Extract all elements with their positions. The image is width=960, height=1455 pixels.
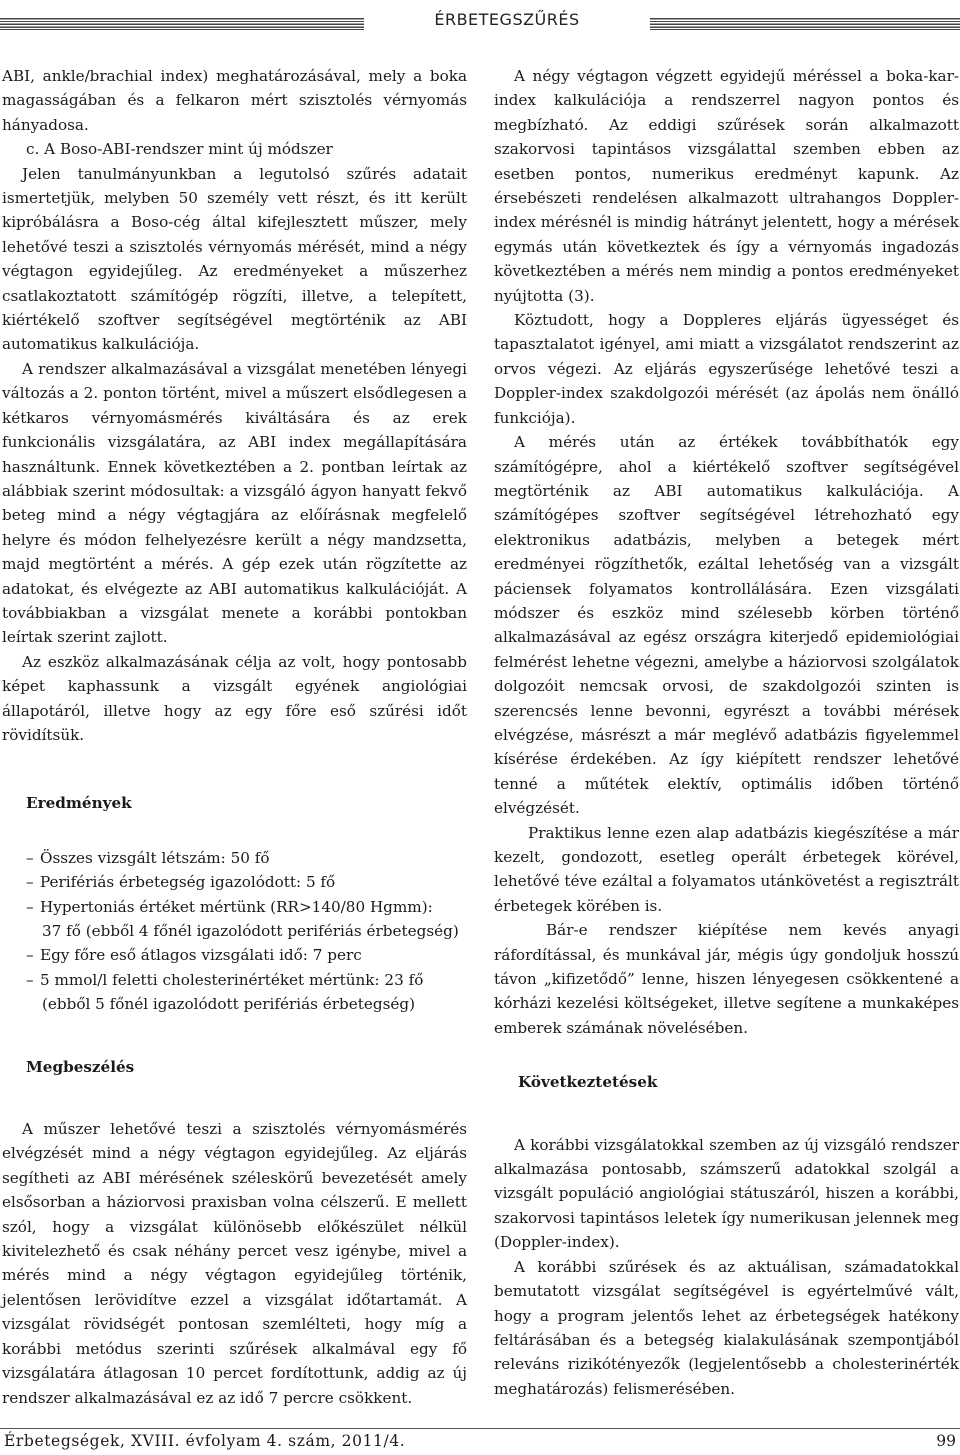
body-paragraph: A négy végtagon végzett egyidejű méréssel a boka-kar-index kalkulációja a rendszerrel nagyon pontos és megbízható. Az eddigi szűrések során alkalmazott szakorvosi tapintásos vizsgálattal szemben ebben az esetben pontos, numerikus eredményt kapunk. Az érsebészeti rendelésen alkalmazott ultrahangos Doppler-index mérésnél is mindig hátrányt jelentett, hogy a mérések egymás után következtek és így a vérnyomás ingadozás következtében a mérés nem mindig a pontos eredményeket nyújtotta (3). — [494, 67, 959, 305]
page-number: 99 — [936, 1432, 956, 1450]
header-stripes-left — [0, 18, 364, 30]
discussion-heading: Megbeszélés — [26, 1057, 135, 1076]
body-paragraph: Az eszköz alkalmazásának célja az volt, hogy pontosabb képet kaphassunk a vizsgált egyének angiológiai állapotáról, illetve hogy az egy főre eső szűrési időt rövidítsük. — [2, 652, 467, 744]
results-heading: Eredmények — [26, 794, 132, 813]
right-column — [494, 64, 959, 1401]
journal-citation: Érbetegségek, XVIII. évfolyam 4. szám, 2011/4. — [4, 1432, 406, 1450]
list-item: – Hypertoniás értéket mértünk (RR>140/80 Hgmm): 37 fő (ebből 4 főnél igazolódott perifériás érbetegség) — [26, 897, 459, 940]
results-list — [2, 846, 467, 1017]
list-item: – Egy főre eső átlagos vizsgálati idő: 7 perc — [26, 946, 362, 965]
left-column — [2, 64, 467, 1410]
list-item: – Perifériás érbetegség igazolódott: 5 fő — [26, 873, 336, 892]
body-paragraph: Bár-e rendszer kiépítése nem kevés anyagi ráfordítással, és munkával jár, mégis úgy gondoljuk hosszú távon „kifizetődő” lenne, hiszen lényegesen csökkentené a kórházi kezelési költségeket, illetve segítene a munkaképes emberek számának növelésében. — [494, 921, 959, 1037]
header-stripes-right — [650, 18, 960, 30]
body-paragraph: A korábbi vizsgálatokkal szemben az új vizsgáló rendszer alkalmazása pontosabb, számszerű adatokkal szolgál a vizsgált populáció angiológiai státuszáról, hiszen a korábbi, szakorvosi tapintásos leletek így numerikusan jelennek meg (Doppler-index). — [494, 1135, 959, 1252]
body-paragraph: A műszer lehetővé teszi a szisztolés vérnyomásmérés elvégzését mind a négy végtagon egyidejűleg. Az eljárás segítheti az ABI mérésének széleskörű bevezetését amely elsősorban a háziorvosi praxisban volna célszerű. E mellett szól, hogy a vizsgálat különösebb előkészület nélkül kivitelezhető és csak néhány percet vesz igénybe, mivel a mérés mind a négy végtagon egyidejűleg történik, jelentősen lerövidítve ezzel a vizsgálat időtartamát. A vizsgálat rövidségét pontosan szemlélteti, hogy míg a korábbi metódus szerinti szűrések alkalmával egy fő vizsgálatára átlagosan 10 percet fordítottunk, addig az új rendszer alkalmazásával ez az idő 7 percre csökkent. — [2, 1120, 467, 1407]
body-paragraph: Praktikus lenne ezen alap adatbázis kiegészítése a már kezelt, gondozott, esetleg operált érbetegek körével, lehetővé téve ezáltal a folyamatos utánkövetést a regisztrált érbetegek körében is. — [494, 823, 959, 915]
body-paragraph: A mérés után az értékek továbbíthatók egy számítógépre, ahol a kiértékelő szoftver segítségével megtörténik az ABI automatikus kalkulációja. A számítógépes szoftver segítségével létrehozható egy elektronikus adatbázis, melyben a betegek mért eredményei rögzíthetők, ezáltal lehetőség van a vizsgált páciensek folyamatos kontrollálására. Ezen vizsgálati módszer és eszköz mind szélesebb körben történő alkalmazásával az egész országra kiterjedő epidemiológiai felmérést lehetne végezni, amelybe a háziorvosi szolgálatok dolgozóit nemcsak orvosi, de szakdolgozói szinten is szerencsés lenne bevonni, egyrészt a további mérések elvégzése, másrészt a már meglévő adatbázis figyelemmel kísérése érdekében. Az így kiépített rendszer lehetővé tenné a műtétek elektív, optimális időben történő elvégzését. — [494, 433, 959, 818]
section-title: ÉRBETEGSZŰRÉS — [434, 10, 580, 29]
footer-rule — [0, 1428, 960, 1429]
intro-paragraph: ABI, ankle/brachial index) meghatározásával, mely a boka magasságában és a felkaron mért szisztolés vérnyomás hányadosa. — [2, 67, 467, 134]
list-item: – Összes vizsgált létszám: 50 fő — [26, 848, 270, 867]
conclusions-heading: Következtetések — [518, 1073, 658, 1092]
body-paragraph: A korábbi szűrések és az aktuálisan, számadatokkal bemutatott vizsgálat segítségével is egyértelművé vált, hogy a program jelentős lehet az érbetegségek hatékony feltárásában és a betegség kialakulásának szempontjából releváns rizikótényezők (legjelentősebb a cholesterinérték meghatározás) felismerésében. — [494, 1257, 959, 1398]
running-header — [0, 8, 960, 29]
subsection-title: c. A Boso-ABI-rendszer mint új módszer — [26, 140, 333, 159]
body-paragraph: A rendszer alkalmazásával a vizsgálat menetében lényegi változás a 2. ponton történt, mivel a műszert elsődlegesen a kétkaros vérnyomásmérés kiváltására és az erek funkcionális vizsgálatára, az ABI index megállapítására használtunk. Ennek következtében a 2. pontban leírtak az alábbiak szerint módosultak: a vizsgáló ágyon hanyatt fekvő beteg mind a négy végtagjára az előírásnak megfelelő helyre és módon felhelyezésre került a négy mandzsetta, majd megtörtént a mérés. A gép ezek után rögzítette az adatokat, és elvégezte az ABI automatikus kalkulációját. A továbbiakban a vizsgálat menete a korábbi pontokban leírtak szerint zajlott. — [2, 359, 467, 647]
body-paragraph: Köztudott, hogy a Doppleres eljárás ügyességet és tapasztalatot igényel, ami miatt a vizsgálatot rendszerint az orvos végezi. Az eljárás egyszerűsége lehetővé teszi a Doppler-index szakdolgozói mérését (az ápolás nem önálló funkciója). — [494, 311, 959, 427]
body-paragraph: Jelen tanulmányunkban a legutolsó szűrés adatait ismertetjük, melyben 50 személy vett részt, és itt került kipróbálásra a Boso-cég által kifejlesztett műszer, mely lehetővé teszi a szisztolés vérnyomás mérését, mind a négy végtagon egyidejűleg. Az eredményeket a műszerhez csatlakoztatott számítógép rögzíti, illetve, a telepített, kiértékelő szoftver segítségével megtörténik az ABI automatikus kalkulációja. — [2, 164, 467, 354]
list-item: – 5 mmol/l feletti cholesterinértéket mértünk: 23 fő (ebből 5 főnél igazolódott perifériás érbetegség) — [26, 970, 424, 1014]
